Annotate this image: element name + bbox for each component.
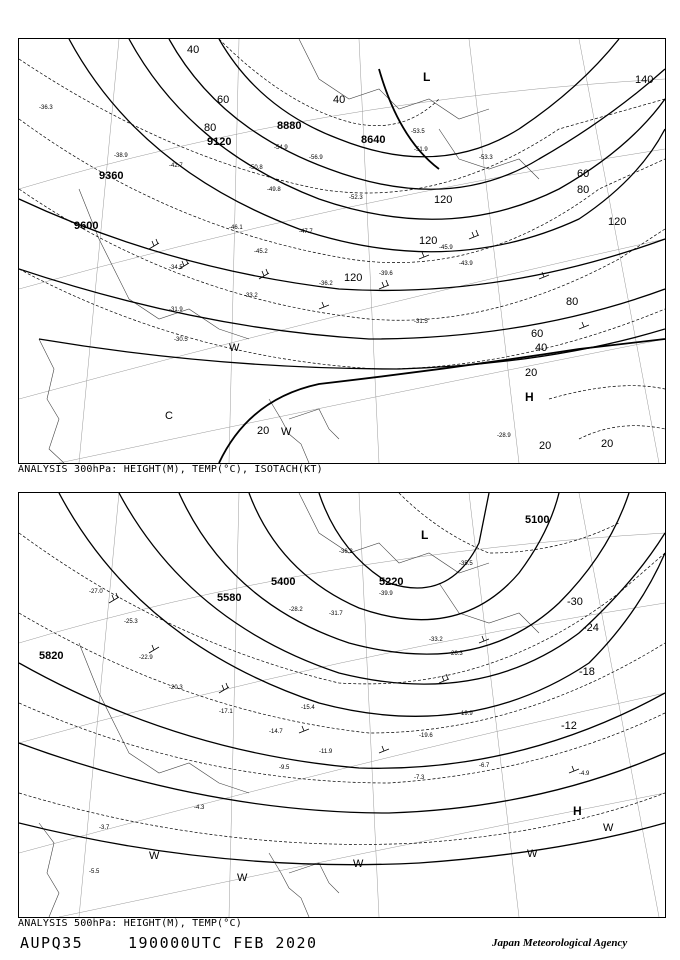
temp-sample: -36.2 bbox=[319, 281, 333, 287]
height-label: 8880 bbox=[277, 120, 302, 132]
temp-sample: -35.5 bbox=[459, 561, 473, 567]
temp-sample: -27.0 bbox=[89, 589, 103, 595]
map-500hpa-svg bbox=[19, 493, 665, 917]
isotach-label: 40 bbox=[187, 44, 200, 56]
temp-sample: -33.2 bbox=[244, 293, 258, 299]
temp-sample: -22.9 bbox=[139, 655, 153, 661]
temp-sample: -25.3 bbox=[124, 619, 138, 625]
chart-id: AUPQ35 bbox=[20, 934, 84, 952]
height-label: 5820 bbox=[39, 650, 64, 662]
temp-sample: -42.7 bbox=[169, 163, 183, 169]
warm-center: W bbox=[237, 872, 248, 884]
temp-sample: -45.2 bbox=[254, 249, 268, 255]
temp-sample: -34.5 bbox=[169, 265, 183, 271]
isotach-label: 40 bbox=[333, 94, 346, 106]
high-pressure-center: H bbox=[573, 804, 582, 818]
isotach-label: 120 bbox=[344, 272, 363, 284]
temp-sample: -4.3 bbox=[194, 805, 205, 811]
isotach-label: 60 bbox=[531, 328, 544, 340]
temp-sample: -28.9 bbox=[497, 433, 511, 439]
graticule bbox=[19, 493, 665, 917]
height-label: 9120 bbox=[207, 136, 232, 148]
warm-center: W bbox=[353, 858, 364, 870]
caption-300hpa: ANALYSIS 300hPa: HEIGHT(M), TEMP(°C), ISOTACH(KT) bbox=[18, 464, 323, 475]
isotach-label: 140 bbox=[635, 74, 654, 86]
low-pressure-center: L bbox=[421, 528, 429, 542]
isotach-label: 20 bbox=[601, 438, 614, 450]
isotach-label: 60 bbox=[217, 94, 230, 106]
temp-sample: -46.1 bbox=[229, 225, 243, 231]
temp-sample: -3.7 bbox=[99, 825, 110, 831]
height-label: 5400 bbox=[271, 576, 296, 588]
temp-sample: -15.4 bbox=[301, 705, 315, 711]
cold-center: C bbox=[165, 410, 173, 422]
temp-sample: -47.7 bbox=[299, 229, 313, 235]
temp-sample: -30.5 bbox=[174, 337, 188, 343]
isotherm-label: -12 bbox=[561, 720, 577, 732]
temp-sample: -5.5 bbox=[89, 869, 100, 875]
isotherm-label: -18 bbox=[579, 666, 595, 678]
isotach-label: 80 bbox=[204, 122, 217, 134]
isotach-label: 60 bbox=[577, 168, 590, 180]
temp-sample: -4.9 bbox=[579, 771, 590, 777]
isotherm-label: -30 bbox=[567, 596, 583, 608]
isotherm-label: -24 bbox=[583, 622, 599, 634]
warm-center: W bbox=[603, 822, 614, 834]
temp-sample: -17.1 bbox=[219, 709, 233, 715]
temp-sample: -39.6 bbox=[379, 271, 393, 277]
height-label: 5100 bbox=[525, 514, 550, 526]
temp-sample: -53.3 bbox=[479, 155, 493, 161]
isotach-label: 120 bbox=[608, 216, 627, 228]
warm-center: W bbox=[281, 426, 292, 438]
temp-sample: -50.8 bbox=[249, 165, 263, 171]
analysis-500hpa-map bbox=[18, 492, 666, 918]
temp-sample: -45.9 bbox=[439, 245, 453, 251]
temp-sample: -19.9 bbox=[459, 711, 473, 717]
height-label: 5580 bbox=[217, 592, 242, 604]
height-label: 9600 bbox=[74, 220, 99, 232]
temp-sample: -36.2 bbox=[339, 549, 353, 555]
temp-sample: -54.9 bbox=[274, 145, 288, 151]
temp-sample: -33.2 bbox=[429, 637, 443, 643]
temp-sample: -53.5 bbox=[411, 129, 425, 135]
isotach-label: 120 bbox=[434, 194, 453, 206]
coastlines bbox=[39, 493, 539, 917]
height-contours bbox=[19, 39, 665, 369]
temp-sample: -28.2 bbox=[289, 607, 303, 613]
isotach-label: 20 bbox=[539, 440, 552, 452]
isotach-label: 80 bbox=[577, 184, 590, 196]
isotach-label: 120 bbox=[419, 235, 438, 247]
isotach-label: 20 bbox=[525, 367, 538, 379]
isotherms bbox=[19, 493, 665, 844]
temp-sample: -31.7 bbox=[329, 611, 343, 617]
temp-sample: -6.7 bbox=[479, 763, 490, 769]
temp-sample: -39.9 bbox=[379, 591, 393, 597]
temp-sample: -49.8 bbox=[267, 187, 281, 193]
temp-sample: -51.9 bbox=[414, 147, 428, 153]
temp-sample: -20.3 bbox=[169, 685, 183, 691]
caption-500hpa: ANALYSIS 500hPa: HEIGHT(M), TEMP(°C) bbox=[18, 918, 242, 929]
map-300hpa-svg bbox=[19, 39, 665, 463]
temp-sample: -26.3 bbox=[449, 651, 463, 657]
temp-sample: -19.6 bbox=[419, 733, 433, 739]
temp-sample: -31.9 bbox=[169, 307, 183, 313]
wind-barbs bbox=[149, 230, 589, 329]
warm-center: W bbox=[229, 342, 240, 354]
isotach-label: 20 bbox=[257, 425, 270, 437]
high-pressure-center: H bbox=[525, 390, 534, 404]
height-label: 9360 bbox=[99, 170, 124, 182]
temp-sample: -56.9 bbox=[309, 155, 323, 161]
height-label: 5220 bbox=[379, 576, 404, 588]
temp-sample: -11.9 bbox=[319, 749, 333, 755]
temp-sample: -7.3 bbox=[414, 775, 425, 781]
temp-sample: -9.5 bbox=[279, 765, 290, 771]
isotach-label: 40 bbox=[535, 342, 548, 354]
temp-sample: -52.3 bbox=[349, 195, 363, 201]
temp-sample: -43.9 bbox=[459, 261, 473, 267]
agency-name: Japan Meteorological Agency bbox=[492, 937, 628, 949]
low-pressure-center: L bbox=[423, 70, 431, 84]
temp-sample: -38.9 bbox=[114, 153, 128, 159]
height-label: 8640 bbox=[361, 134, 386, 146]
temp-sample: -14.7 bbox=[269, 729, 283, 735]
warm-center: W bbox=[527, 848, 538, 860]
isotach-label: 80 bbox=[566, 296, 579, 308]
coastlines bbox=[39, 39, 539, 463]
analysis-300hpa-map bbox=[18, 38, 666, 464]
temp-sample: -31.5 bbox=[414, 319, 428, 325]
valid-time: 190000UTC FEB 2020 bbox=[128, 934, 318, 952]
warm-center: W bbox=[149, 850, 160, 862]
temp-sample: -36.3 bbox=[39, 105, 53, 111]
